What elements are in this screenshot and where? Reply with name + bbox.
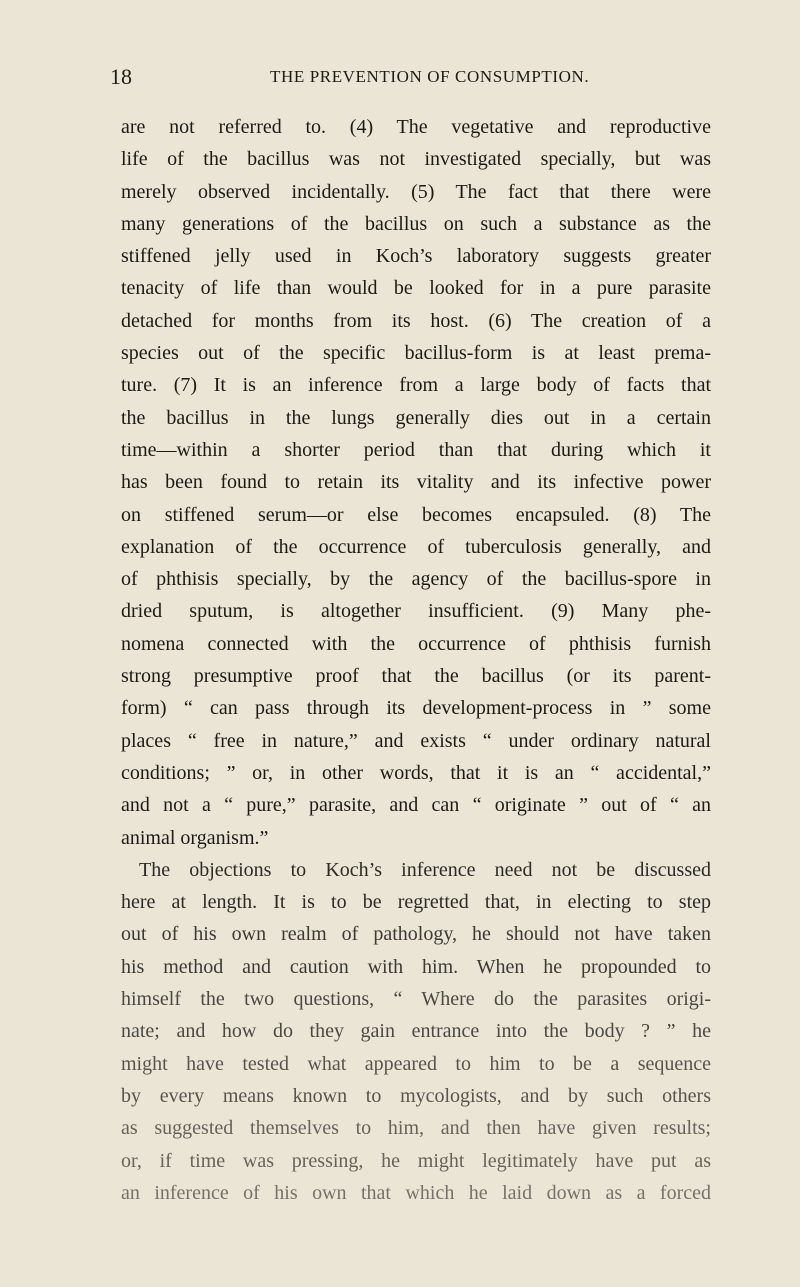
text-line: conditions; ” or, in other words, that it is an “ accidental,” [121,761,711,784]
page-header [110,64,710,94]
text-line: detached for months from its host. (6) The creation of a [121,309,711,332]
text-line: many generations of the bacillus on such a substance as the [121,212,711,235]
text-line: as suggested themselves to him, and then have given results; [121,1117,711,1140]
text-line: stiffened jelly used in Koch’s laboratory suggests greater [121,245,711,268]
text-line: here at length. It is to be regretted that, in electing to step [121,891,711,914]
text-line: and not a “ pure,” parasite, and can “ originate ” out of “ an [121,794,711,817]
text-line: are not referred to. (4) The vegetative and reproductive [121,116,711,138]
text-line: life of the bacillus was not investigated specially, but was [121,148,711,171]
text-line: species out of the specific bacillus-form is at least prema- [121,342,711,365]
text-line: has been found to retain its vitality and its infective power [121,471,711,494]
text-line: explanation of the occurrence of tuberculosis generally, and [121,535,711,558]
text-line: himself the two questions, “ Where do the parasites origi- [121,988,711,1011]
text-line: places “ free in nature,” and exists “ under ordinary natural [121,729,711,752]
text-line: animal organism.” [121,826,269,849]
running-head: THE PREVENTION OF CONSUMPTION. [270,67,590,86]
text-line: his method and caution with him. When he propounded to [121,955,711,978]
text-line: by every means known to mycologists, and by such others [121,1084,711,1107]
text-line: an inference of his own that which he laid down as a forced [121,1181,711,1204]
text-line: the bacillus in the lungs generally dies out in a certain [121,406,711,429]
text-line: time—within a shorter period than that during which it [121,438,711,461]
text-line: out of his own realm of pathology, he should not have taken [121,923,711,946]
text-line: nomena connected with the occurrence of phthisis furnish [121,632,711,655]
text-line: The objections to Koch’s inference need not be discussed [139,858,711,881]
text-line: might have tested what appeared to him to be a sequence [121,1052,711,1075]
text-line: merely observed incidentally. (5) The fact that there were [121,180,711,203]
text-line: of phthisis specially, by the agency of the bacillus-spore in [121,568,711,591]
text-line: dried sputum, is altogether insufficient. (9) Many phe- [121,600,711,623]
text-line: on stiffened serum—or else becomes encapsuled. (8) The [121,503,711,526]
body-text [121,111,711,1209]
text-line: or, if time was pressing, he might legitimately have put as [121,1149,711,1172]
text-line: tenacity of life than would be looked for in a pure parasite [121,277,711,300]
page-number: 18 [110,64,132,89]
text-line: ture. (7) It is an inference from a large body of facts that [121,374,711,397]
text-line: strong presumptive proof that the bacillus (or its parent- [121,665,711,688]
text-line: form) “ can pass through its development-process in ” some [121,697,711,720]
text-line: nate; and how do they gain entrance into the body ? ” he [121,1020,711,1043]
